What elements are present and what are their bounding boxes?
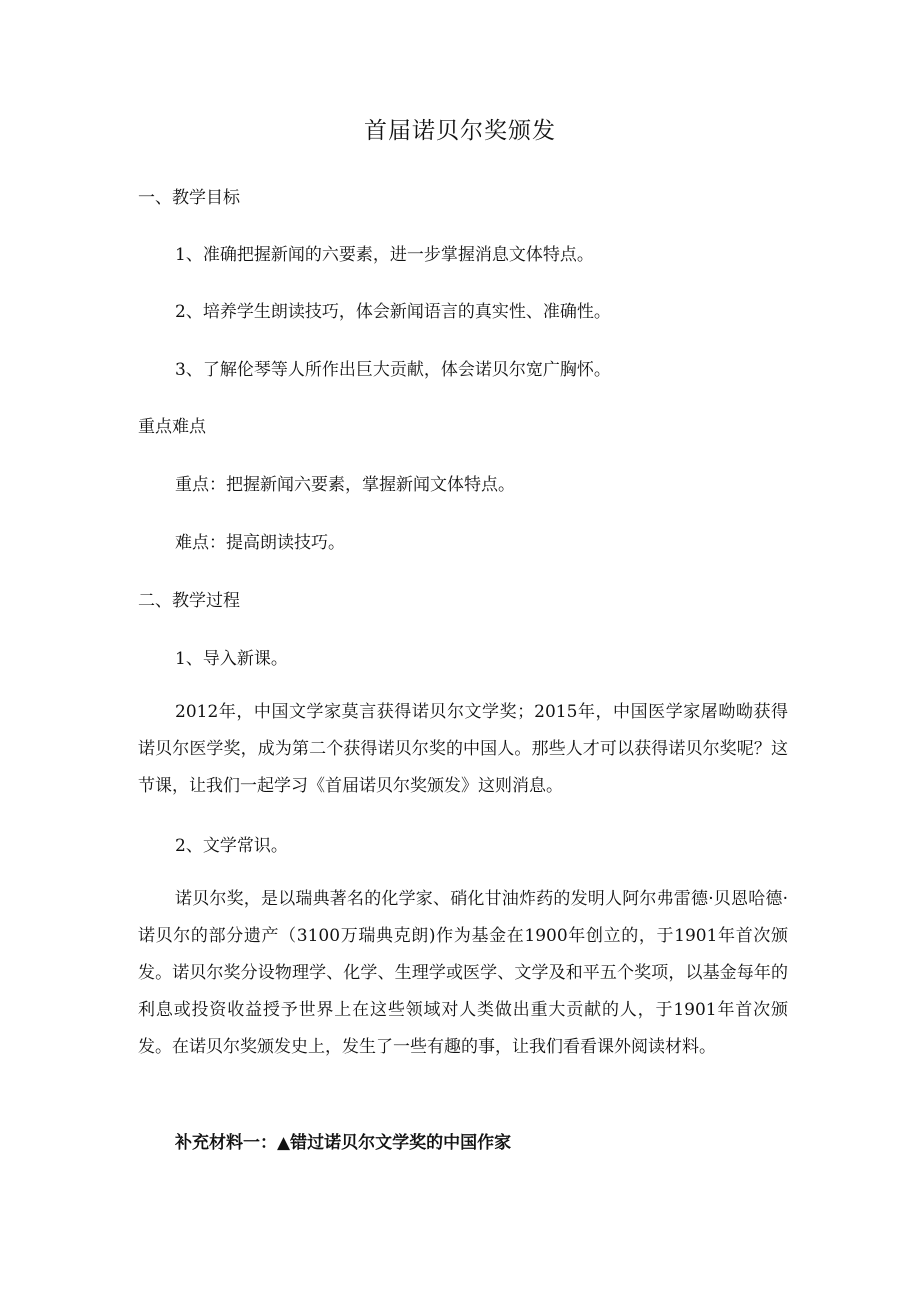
key-point-focus: 重点：把握新闻六要素，掌握新闻文体特点。 [175, 475, 515, 495]
process-step-2: 2、文学常识。 [175, 836, 288, 856]
goal-item-3: 3、了解伦琴等人所作出巨大贡献，体会诺贝尔宽广胸怀。 [175, 360, 611, 380]
section-heading-teaching-process: 二、教学过程 [138, 591, 240, 611]
process-step-1: 1、导入新课。 [175, 649, 288, 669]
goal-item-2: 2、培养学生朗读技巧，体会新闻语言的真实性、准确性。 [175, 302, 611, 322]
supplement-heading: 补充材料一：▲错过诺贝尔文学奖的中国作家 [175, 1133, 512, 1153]
knowledge-paragraph: 诺贝尔奖，是以瑞典著名的化学家、硝化甘油炸药的发明人阿尔弗雷德·贝恩哈德·诺贝尔的部分遗产（3100万瑞典克朗)作为基金在1900年创立的，于1901年首次颁发。诺贝尔奖分设物理学、化学、生理学或医学、文学及和平五个奖项，以基金每年的利息或投资收益授予世界上在这些领域对人类做出重大贡献的人，于1901年首次颁发。在诺贝尔奖颁发史上，发生了一些有趣的事，让我们看看课外阅读材料。 [138, 889, 788, 1057]
intro-paragraph: 2012年，中国文学家莫言获得诺贝尔文学奖；2015年，中国医学家屠呦呦获得诺贝尔医学奖，成为第二个获得诺贝尔奖的中国人。那些人才可以获得诺贝尔奖呢？这节课，让我们一起学习《首届诺贝尔奖颁发》这则消息。 [138, 702, 788, 796]
section-heading-teaching-goals: 一、教学目标 [138, 188, 240, 208]
section-heading-key-points: 重点难点 [138, 417, 206, 437]
goal-item-1: 1、准确把握新闻的六要素，进一步掌握消息文体特点。 [175, 245, 594, 265]
page-title: 首届诺贝尔奖颁发 [364, 118, 556, 144]
key-point-difficulty: 难点：提高朗读技巧。 [175, 533, 345, 553]
